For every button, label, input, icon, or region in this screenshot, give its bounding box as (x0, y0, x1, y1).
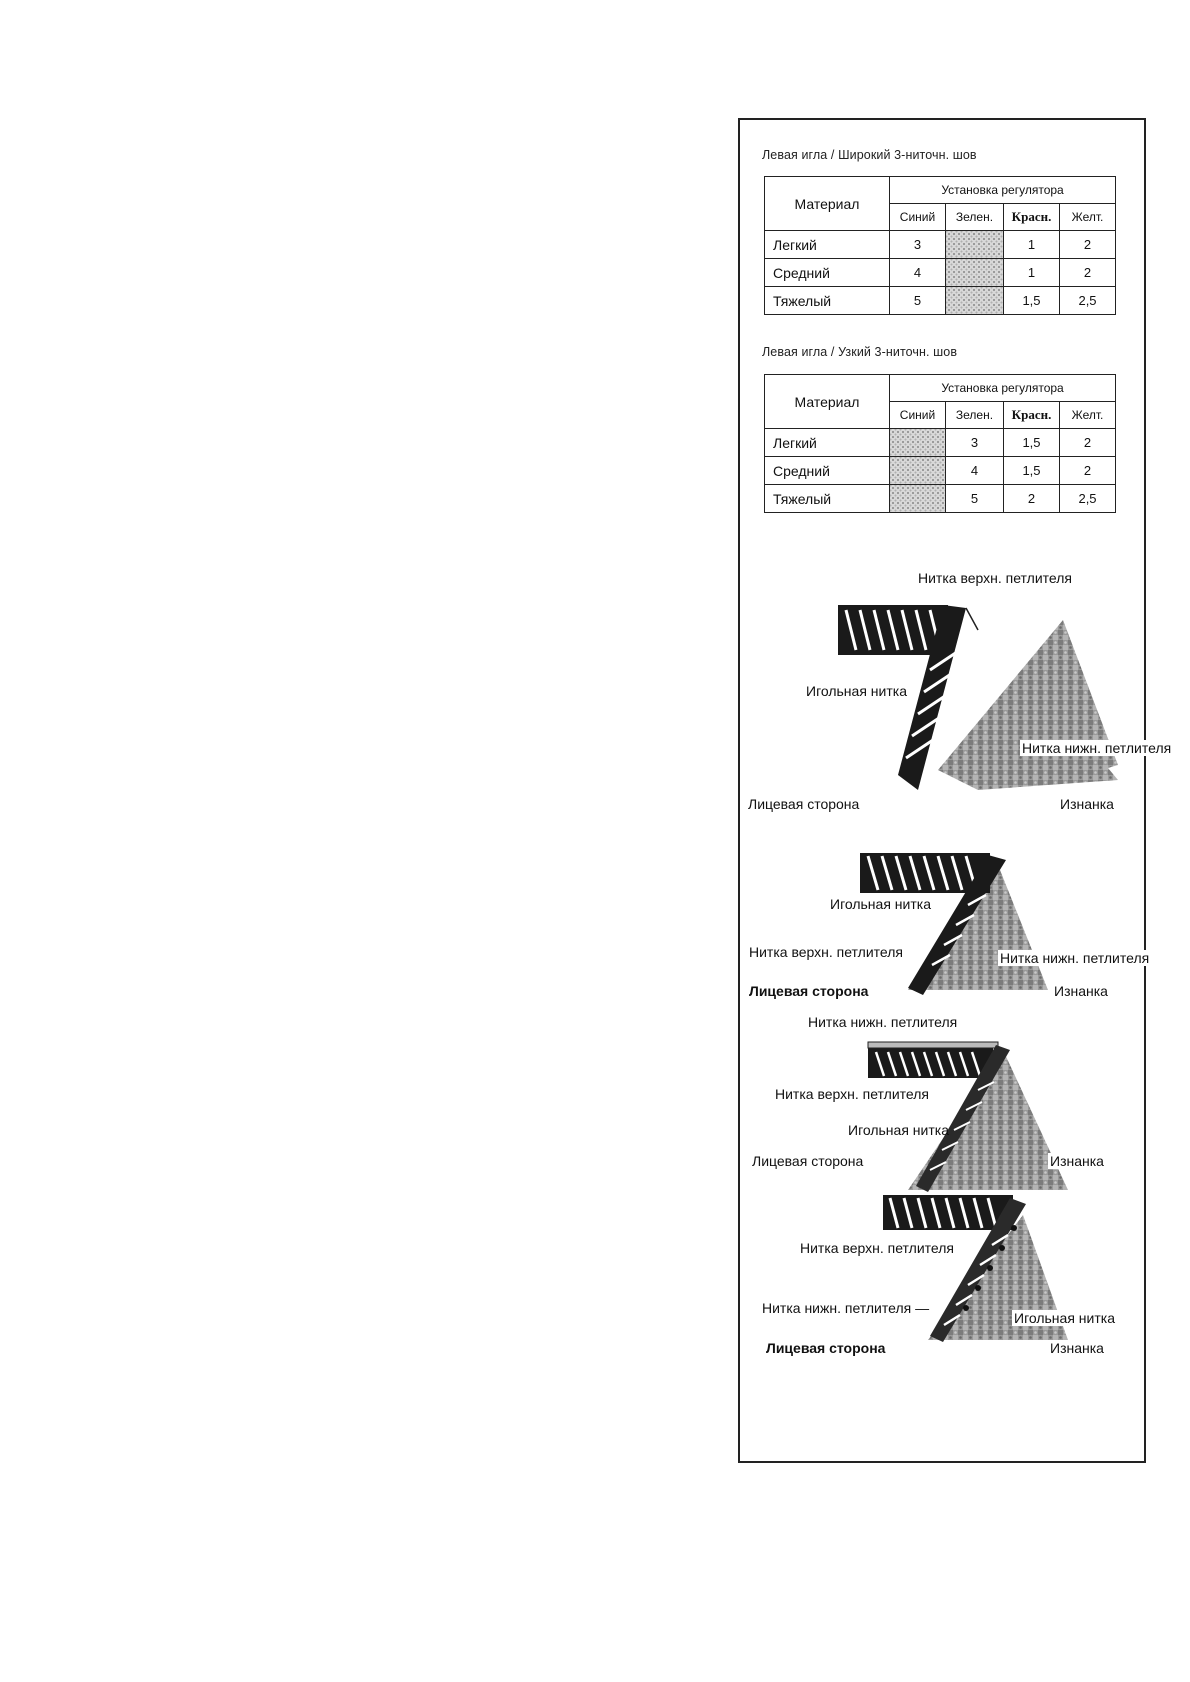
value-cell: 2,5 (1060, 287, 1116, 315)
col-yellow: Желт. (1060, 204, 1116, 231)
label-face-side: Лицевая сторона (766, 1340, 886, 1356)
value-cell: 2 (1004, 485, 1060, 513)
material-header: Материал (765, 177, 890, 231)
value-cell: 2 (1060, 231, 1116, 259)
col-blue: Синий (890, 204, 946, 231)
value-cell: 4 (946, 457, 1004, 485)
label-needle-thread: Игольная нитка (830, 896, 931, 912)
table-row (765, 287, 1116, 315)
table2-title: Левая игла / Узкий 3-ниточн. шов (762, 345, 958, 359)
label-face-side: Лицевая сторона (748, 796, 860, 812)
label-back-side: Изнанка (1050, 1153, 1104, 1169)
col-yellow: Желт. (1060, 402, 1116, 429)
value-cell: 4 (890, 259, 946, 287)
label-back-side: Изнанка (1050, 1340, 1104, 1356)
label-back-side: Изнанка (1054, 983, 1108, 999)
regulator-group-header: Установка регулятора (890, 177, 1116, 204)
stitch-diagram-1 (738, 590, 1148, 830)
table1-title: Левая игла / Широкий 3-ниточн. шов (762, 148, 977, 162)
table-row (765, 457, 1116, 485)
label-needle-thread: Игольная нитка (806, 683, 907, 699)
value-cell: 2 (1060, 429, 1116, 457)
label-needle-thread: Игольная нитка (1014, 1310, 1115, 1326)
value-cell: 1,5 (1004, 287, 1060, 315)
regulator-group-header: Установка регулятора (890, 375, 1116, 402)
label-upper-looper: Нитка верхн. петлителя (749, 944, 903, 960)
table-row (765, 259, 1116, 287)
material-cell: Легкий (765, 231, 890, 259)
material-header: Материал (765, 375, 890, 429)
value-cell: 2 (1060, 457, 1116, 485)
col-green: Зелен. (946, 402, 1004, 429)
shaded-cell (890, 485, 946, 513)
table-row (765, 485, 1116, 513)
label-face-side: Лицевая сторона (749, 983, 869, 999)
table-row (765, 231, 1116, 259)
shaded-cell (890, 429, 946, 457)
label-upper-looper: Нитка верхн. петлителя (800, 1240, 954, 1256)
label-lower-looper: Нитка нижн. петлителя — (762, 1300, 930, 1316)
shaded-cell (946, 259, 1004, 287)
value-cell: 2,5 (1060, 485, 1116, 513)
value-cell: 5 (890, 287, 946, 315)
material-cell: Тяжелый (765, 485, 890, 513)
value-cell: 3 (946, 429, 1004, 457)
col-red: Красн. (1004, 402, 1060, 429)
value-cell: 1 (1004, 259, 1060, 287)
material-cell: Средний (765, 259, 890, 287)
label-lower-looper: Нитка нижн. петлителя (1022, 740, 1172, 756)
col-red: Красн. (1004, 204, 1060, 231)
material-cell: Средний (765, 457, 890, 485)
value-cell: 3 (890, 231, 946, 259)
value-cell: 1 (1004, 231, 1060, 259)
stitch-diagram-2 (738, 850, 1148, 1000)
label-lower-looper: Нитка нижн. петлителя (808, 1014, 958, 1030)
label-upper-looper: Нитка верхн. петлителя (918, 570, 1072, 586)
label-lower-looper: Нитка нижн. петлителя (1000, 950, 1150, 966)
label-needle-thread: Игольная нитка (848, 1122, 949, 1138)
regulator-table-narrow (764, 374, 1116, 513)
table-row (765, 429, 1116, 457)
label-back-side: Изнанка (1060, 796, 1114, 812)
shaded-cell (946, 231, 1004, 259)
label-face-side: Лицевая сторона (752, 1153, 864, 1169)
col-green: Зелен. (946, 204, 1004, 231)
col-blue: Синий (890, 402, 946, 429)
value-cell: 2 (1060, 259, 1116, 287)
value-cell: 1,5 (1004, 429, 1060, 457)
material-cell: Тяжелый (765, 287, 890, 315)
value-cell: 5 (946, 485, 1004, 513)
shaded-cell (946, 287, 1004, 315)
shaded-cell (890, 457, 946, 485)
material-cell: Легкий (765, 429, 890, 457)
regulator-table-wide (764, 176, 1116, 315)
label-upper-looper: Нитка верхн. петлителя (775, 1086, 929, 1102)
stitch-diagram-4 (738, 1190, 1148, 1350)
value-cell: 1,5 (1004, 457, 1060, 485)
stitch-diagram-3 (738, 1030, 1148, 1200)
